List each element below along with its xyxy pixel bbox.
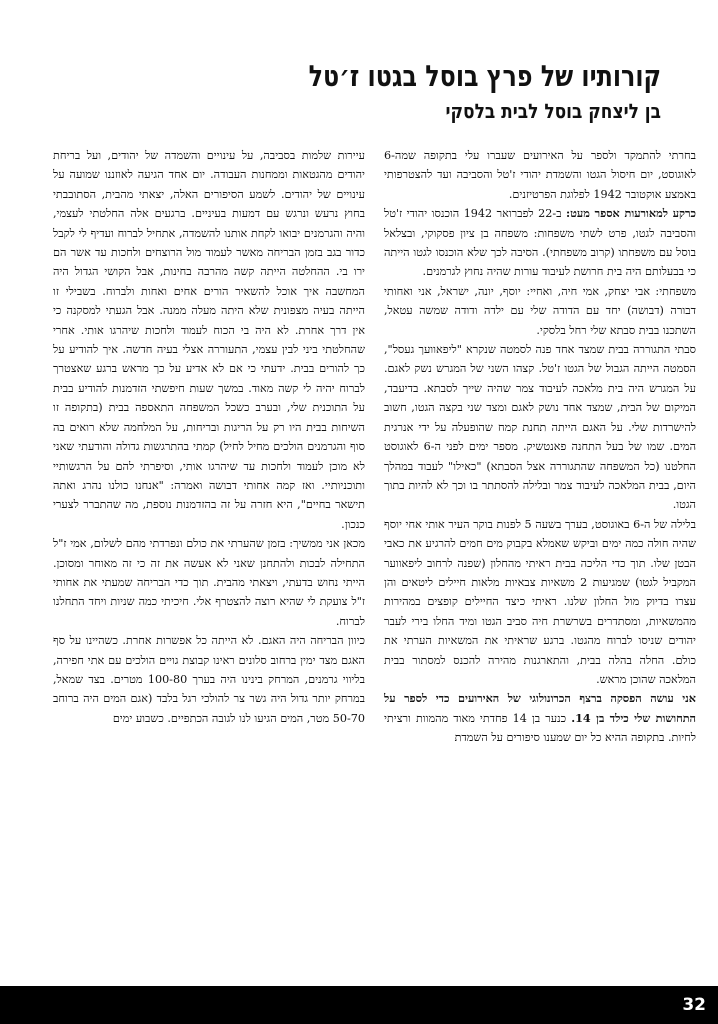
text-column-left [53,146,365,976]
paragraph: כיוון הבריחה היה האגם. לא הייתה כל אפשרות אחרת. כשהיינו על סף האגם מצד ימין ברחוב סלונים ראינו קבוצת גויים הולכים עם אתי חפירה, בליווי גרמנים, המרחק בינינו היה בערך 100-80 מטרים. בצד שמאל, במרחק יותר גדול היה גשר צר להולכי רגל בלבד (אגם המים היה ברוחב 50-70 מטר, המים הגיעו לנו לגובה הכתפיים. כשבוע ימים [53,634,365,725]
article-title: קורותיו של פרץ בוסל בגטו ז׳טל [308,59,661,93]
paragraph: בחרתי להתמקד ולספר על האירועים שעברו עלי בתקופה שמה-6 לאוגוסט, יום חיסול הגטו והשמדת יהודי ז'טל והסביבה ועד להצטרפותי באמצע אוקטובר 1942 לפלוגת הפרטיזנים. [384,149,696,201]
paragraph: מכאן אני ממשיך: בזמן שהערתי את כולם ונפרדתי מהם לשלום, אמי ז"ל התחילה לבכות ולהתחנן שאני לא אעשה את זה כי זה מאוחר ומסוכן. הייתי נחוש בדעתי, ויצאתי מהבית. תוך כדי הבריחה שמעתי את אחותי ז"ל צועקת לי שהיא רוצה להצטרף אלי. חיכיתי כמה שניות ויחד התחלנו לברוח. [53,537,365,628]
paragraph: בלילה של ה-6 באוגוסט, בערך בשעה 5 לפנות בוקר העיר אותי אחי יוסף שהיה חולה כמה ימים וביקש שאמלא בקבוק מים חמים להרגיע את כאבי הבטן שלו. תוך כדי הליכה בבית ראיתי מהחלון (שפנה לרחוב ליפאווער המקביל לגטו) שמגיעות 2 משאיות צבאיות מלאות חיילים ליטאים והן עצרו בדיוק מול החלון שלנו. ראיתי כיצד החיילים קופצים במהירות מהמשאיות, ומסתדרים בשרשרת חיה סביב הגטו ומיד החלו בירי לעבר יהודים שניסו לברוח מהגטו. ברגע שראיתי את המשאיות הערתי את כולם. החלה בהלה בבית, והתארגנות מהירה להכנס למסתור בבית המלאכה שהוכן מראש. [384,517,696,686]
paragraph-text: כנער בן 14 פחדתי מאוד מהמוות ורציתי לחיות. בתקופה ההיא כל יום שמענו סיפורים על השמדת [384,711,696,745]
paragraph: עיירות שלמות בסביבה, על עינויים והשמדה של יהודים, ועל בריחת יהודים מהגטאות וממחנות העבודה. יום אחד הגיעה לאוזננו שמועה על עינויים של יהודים. לשמע הסיפורים האלה, יצאתי מהבית, הסתובבתי בחוץ נרעש ונרגש עם דמעות בעיניים. ברגעים אלה החלטתי לעצמי, והיה והגרמנים יבואו לקחת אותנו להשמדה, אתחיל לברוח ועדיף לי לקבל כדור בגב בזמן הבריחה מאשר לעמוד מול הרוצחים ולחכות עד אשר הם ירו בי. ההחלטה הייתה קשה מהרבה בחינות, אבל הקושי הגדול היה המחשבה איך אוכל להשאיר הורים אחים ואחות ולברוח. בשבילי זו הייתה בעיה מצפונית שלא היתה מעלה ממנה. אבל הגעתי למסקנה כי אין דרך אחרת. לא היה בי הכוח לעמוד ולחכות שיהרגו אותי. אחרי שהחלטתי ביני לבין עצמי, התעוררה אצלי בעיה חדשה. איך להודיע על כך להורים בבית. ידעתי כי אם לא אדיע על כך מראש ברגע שאצטרך לברוח יהיה לי קשה מאוד. במשך שעות חיפשתי הזדמנות להודיע בבית על התוכנית שלי, ובערב כשכל המשפחה התאספה בבית (בתקופה זו השיחות בבית היו רק על הריגות ובריחות, על המלחמה שלא רואים בה סוף והגרמנים הולכים מחיל לחיל) קמתי בהתרגשות גדולה והודעתי שאני לא מוכן לעמוד ולחכות עד שיהרגו אותי, וסיפרתי להם על הרגשותיי ותוכניותיי. ואז קמה אחותי דבושה ואמרה: "אנחנו כולנו נהרג ואתה תישאר בחיים", היא חזרה על זה בהזדמנות נוספת, מה שהתברר לצערי כנכון. [53,149,365,531]
paragraph [384,204,696,282]
page-number: 32 [682,995,706,1015]
paragraph-text: ב-22 לפברואר 1942 הוכנסו יהודי ז'טל והסביבה לגטו, פרט לשתי משפחות: משפחה בן ציון פסקוקי, ובצלאל בוסל עם משפחתו (קרוב משפחתי). הסיבה לכך שלא הוכנסו לגטו הייתה כי בבעלותם היה בית חרושת לעיבוד עורות שהיה נחוץ לגרמנים. [384,207,696,279]
paragraph: סבתי התגוררה בבית שמצד אחד פנה לסמטה שנקרא "ליפאוועך געסל", הסמטה הייתה הגבול של הגטו ז'טל. קצהו השני של המגרש נשק לאגם. על המגרש היה בית מלאכה לעיבוד צמר שהיה שייך לסבתא. בדיעבד, המיקום של הבית, שמצד אחד נושק לאגם ומצד שני בקצה הגטו, חשוב להישרדות שלי. על האגם הייתה תחנת קמח שהופעלה על ידי אנרגית המים. שמו של בעל התחנה פאנטשיק. מספר ימים לפני ה-6 לאוגוסט החלטנו (כל המשפחה שהתגוררה אצל הסבתא) "כאילו" לעבוד במהלך היום, בבית המלאכה לעיבוד צמר ובלילה להסתתר בו וכך לא להיות בתוך הגטו. [384,343,696,512]
article-subtitle: בן ליצחק בוסל לבית בלסקי [445,99,661,123]
paragraph: משפחתי: אבי יצחק, אמי חיה, ואחיי: יוסף, יונה, ישראל, אני ואחותי דבורה (דבושה) יחד עם הדודה שלי עם ילדה ודודה שמשה עטאל, השתכנו בבית סבתא שלי רחל בלסקי. [384,284,696,337]
page-footer-bar [0,986,718,1024]
bold-lead: כרקע למאורעות אספר מעט: [565,206,696,221]
paragraph [384,689,696,747]
text-column-right [384,146,696,976]
bold-lead: אני עושה הפסקה ברצף הכרונולוגי של האירועים כדי לספר על התחושות שלי כילד בן 14. [384,691,696,725]
